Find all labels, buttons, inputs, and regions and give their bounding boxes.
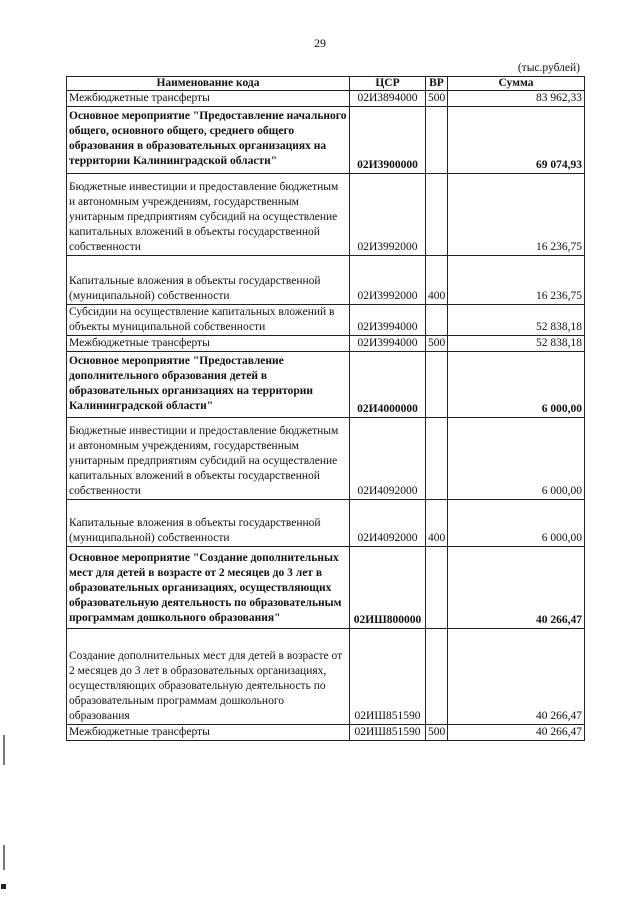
row-name: Создание дополнительных мест для детей в возрасте от 2 месяцев до 3 лет в образовательных организациях, осуществляющих образовательную деятельность по образовательным программам дошкольного образования: [67, 629, 350, 725]
row-csr: 02ИШ851590: [350, 629, 426, 725]
row-vr: [426, 174, 448, 256]
scan-edge-mark: [3, 735, 5, 765]
row-name: Капитальные вложения в объекты государственной (муниципальной) собственности: [67, 256, 350, 305]
row-vr: [426, 418, 448, 500]
row-csr: 02И3894000: [350, 91, 426, 107]
row-vr: 500: [426, 336, 448, 352]
table-row: [67, 500, 585, 547]
row-name: Межбюджетные трансферты: [67, 336, 350, 352]
row-name: Капитальные вложения в объекты государственной (муниципальной) собственности: [67, 500, 350, 547]
row-sum: 40 266,47: [448, 725, 585, 741]
row-name: Межбюджетные трансферты: [67, 725, 350, 741]
row-sum: 52 838,18: [448, 305, 585, 336]
header-vr: ВР: [426, 77, 448, 91]
row-csr: 02И4000000: [350, 352, 426, 418]
row-csr: 02И3900000: [350, 107, 426, 174]
row-sum: 6 000,00: [448, 500, 585, 547]
row-name: Основное мероприятие "Предоставление начального общего, основного общего, среднего общего образования в образовательных организациях на территории Калининградской области": [67, 107, 350, 174]
row-name: Бюджетные инвестиции и предоставление бюджетным и автономным учреждениям, государственным унитарным предприятиям субсидий на осуществление капитальных вложений в объекты государственной собственности: [67, 174, 350, 256]
table-row: [67, 336, 585, 352]
row-vr: 400: [426, 256, 448, 305]
row-sum: 69 074,93: [448, 107, 585, 174]
row-sum: 40 266,47: [448, 629, 585, 725]
table-row: [67, 107, 585, 174]
row-csr: 02И4092000: [350, 500, 426, 547]
row-vr: [426, 352, 448, 418]
table-row: [67, 256, 585, 305]
row-csr: 02И3994000: [350, 305, 426, 336]
row-name: Субсидии на осуществление капитальных вложений в объекты муниципальной собственности: [67, 305, 350, 336]
row-vr: [426, 547, 448, 629]
row-csr: 02И3994000: [350, 336, 426, 352]
row-sum: 6 000,00: [448, 418, 585, 500]
table-row: [67, 418, 585, 500]
row-vr: 500: [426, 725, 448, 741]
table-row: [67, 725, 585, 741]
row-sum: 52 838,18: [448, 336, 585, 352]
row-vr: [426, 305, 448, 336]
header-csr: ЦСР: [350, 77, 426, 91]
row-vr: [426, 629, 448, 725]
row-csr: 02И3992000: [350, 174, 426, 256]
page-number: 29: [314, 36, 326, 50]
row-name: Бюджетные инвестиции и предоставление бюджетным и автономным учреждениям, государственным унитарным предприятиям субсидий на осуществление капитальных вложений в объекты государственной собственности: [67, 418, 350, 500]
row-vr: [426, 107, 448, 174]
row-vr: 400: [426, 500, 448, 547]
row-sum: 16 236,75: [448, 174, 585, 256]
table-row: [67, 91, 585, 107]
header-sum: Сумма: [448, 77, 585, 91]
row-vr: 500: [426, 91, 448, 107]
units-label: (тыс.рублей): [517, 62, 580, 74]
table-row: [67, 629, 585, 725]
row-csr: 02ИШ800000: [350, 547, 426, 629]
row-name: Основное мероприятие "Предоставление дополнительного образования детей в образовательных организациях на территории Калининградской области": [67, 352, 350, 418]
row-sum: 16 236,75: [448, 256, 585, 305]
scan-edge-mark: [3, 845, 5, 870]
row-name: Основное мероприятие "Создание дополнительных мест для детей в возрасте от 2 месяцев до 3 лет в образовательных организациях, осуществляющих образовательную деятельность по образовательным программам дошкольного образования": [67, 547, 350, 629]
table-row: [67, 174, 585, 256]
row-sum: 83 962,33: [448, 91, 585, 107]
row-sum: 40 266,47: [448, 547, 585, 629]
table-row: [67, 547, 585, 629]
table-row: [67, 352, 585, 418]
row-name: Межбюджетные трансферты: [67, 91, 350, 107]
scan-edge-dot: [1, 884, 6, 889]
row-csr: 02И4092000: [350, 418, 426, 500]
table-header-row: [67, 77, 585, 91]
row-sum: 6 000,00: [448, 352, 585, 418]
row-csr: 02И3992000: [350, 256, 426, 305]
row-csr: 02ИШ851590: [350, 725, 426, 741]
table-row: [67, 305, 585, 336]
budget-table: [66, 76, 585, 741]
header-name: Наименование кода: [67, 77, 350, 91]
